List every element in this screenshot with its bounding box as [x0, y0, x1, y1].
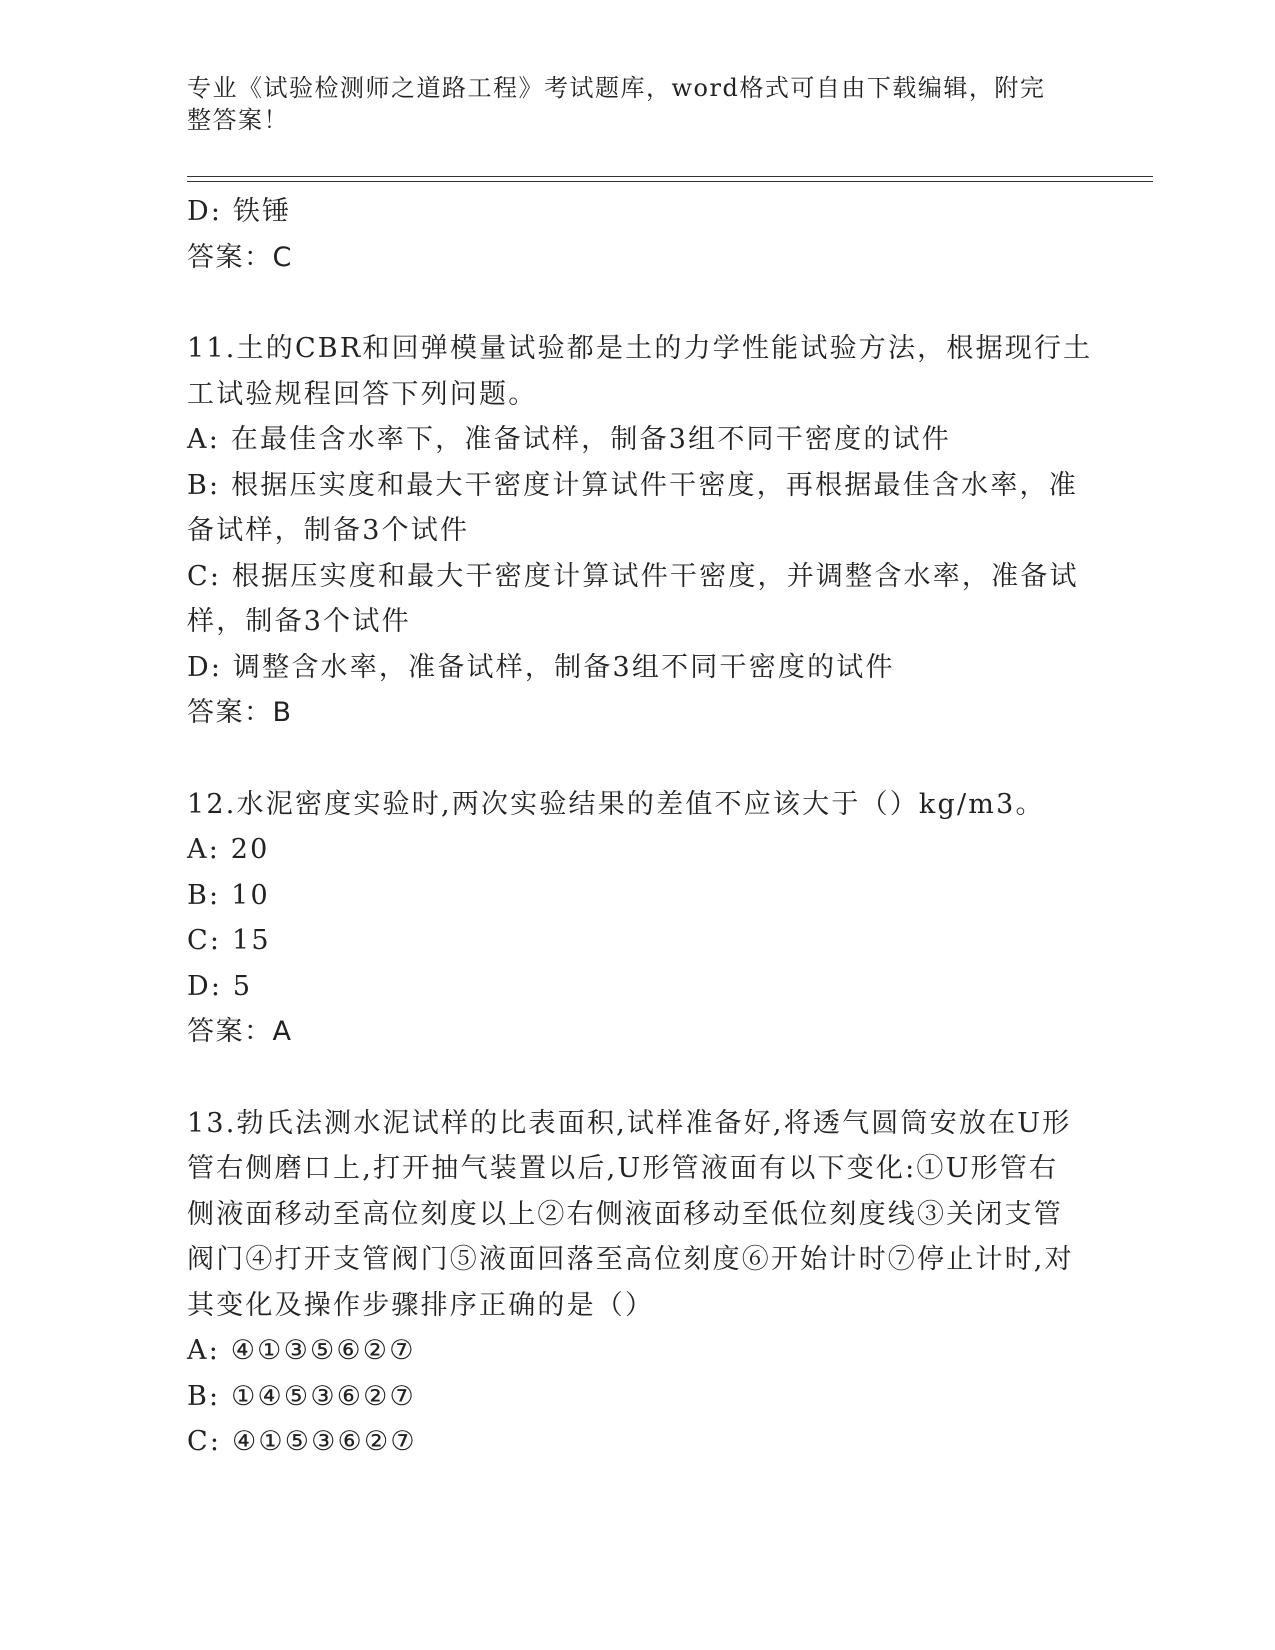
option-c-cont: 样，制备3个试件	[187, 606, 411, 637]
question-stem-line: 12.水泥密度实验时,两次实验结果的差值不应该大于（）kg/m3。	[187, 788, 1045, 820]
spacer	[187, 1055, 1087, 1101]
question-stem-line: 11.土的CBR和回弹模量试验都是土的力学性能试验方法，根据现行土	[187, 333, 1093, 364]
header-divider-top	[187, 176, 1153, 177]
question-answer: 答案：A	[187, 1016, 293, 1047]
option-d: D: 5	[187, 970, 253, 1002]
spacer	[187, 736, 1087, 782]
header-divider-bottom	[187, 181, 1153, 182]
question-answer: 答案：B	[187, 697, 293, 728]
question-11	[187, 326, 1093, 736]
option-c: C: 根据压实度和最大干密度计算试件干密度，并调整含水率，准备试	[187, 560, 1079, 592]
spacer	[187, 280, 1087, 326]
option-b: B: 10	[187, 879, 270, 911]
option-c: C: 15	[187, 925, 271, 956]
prev-option-d: D: 铁锤	[187, 196, 292, 227]
question-stem-line: 阀门④打开支管阀门⑤液面回落至高位刻度⑥开始计时⑦停止计时,对	[187, 1244, 1074, 1275]
prev-answer: 答案：C	[187, 241, 293, 273]
document-header-text: 专业《试验检测师之道路工程》考试题库，word格式可自由下载编辑，附完整答案！	[187, 74, 1046, 134]
option-a: A: 在最佳含水率下，准备试样，制备3组不同干密度的试件	[187, 424, 951, 455]
option-a: A: ④①③⑤⑥②⑦	[187, 1335, 416, 1366]
option-b-cont: 备试样，制备3个试件	[187, 515, 470, 546]
question-stem-line: 侧液面移动至高位刻度以上②右侧液面移动至低位刻度线③关闭支管	[187, 1198, 1063, 1230]
question-13	[187, 1101, 1087, 1465]
question-12	[187, 782, 1087, 1055]
question-stem-line: 管右侧磨口上,打开抽气装置以后,U形管液面有以下变化:①U形管右	[187, 1153, 1059, 1184]
option-a: A: 20	[187, 834, 270, 865]
question-stem-line: 工试验规程回答下列问题。	[187, 378, 538, 410]
question-stem-line: 其变化及操作步骤排序正确的是（）	[187, 1289, 655, 1321]
question-stem-line: 13.勃氏法测水泥试样的比表面积,试样准备好,将透气圆筒安放在U形	[187, 1107, 1072, 1139]
option-d: D: 调整含水率，准备试样，制备3组不同干密度的试件	[187, 651, 895, 683]
option-b: B: 根据压实度和最大干密度计算试件干密度，再根据最佳含水率，准	[187, 469, 1078, 501]
option-b: B: ①④⑤③⑥②⑦	[187, 1380, 416, 1412]
question-content	[187, 189, 1093, 1465]
option-c: C: ④①⑤③⑥②⑦	[187, 1426, 417, 1457]
